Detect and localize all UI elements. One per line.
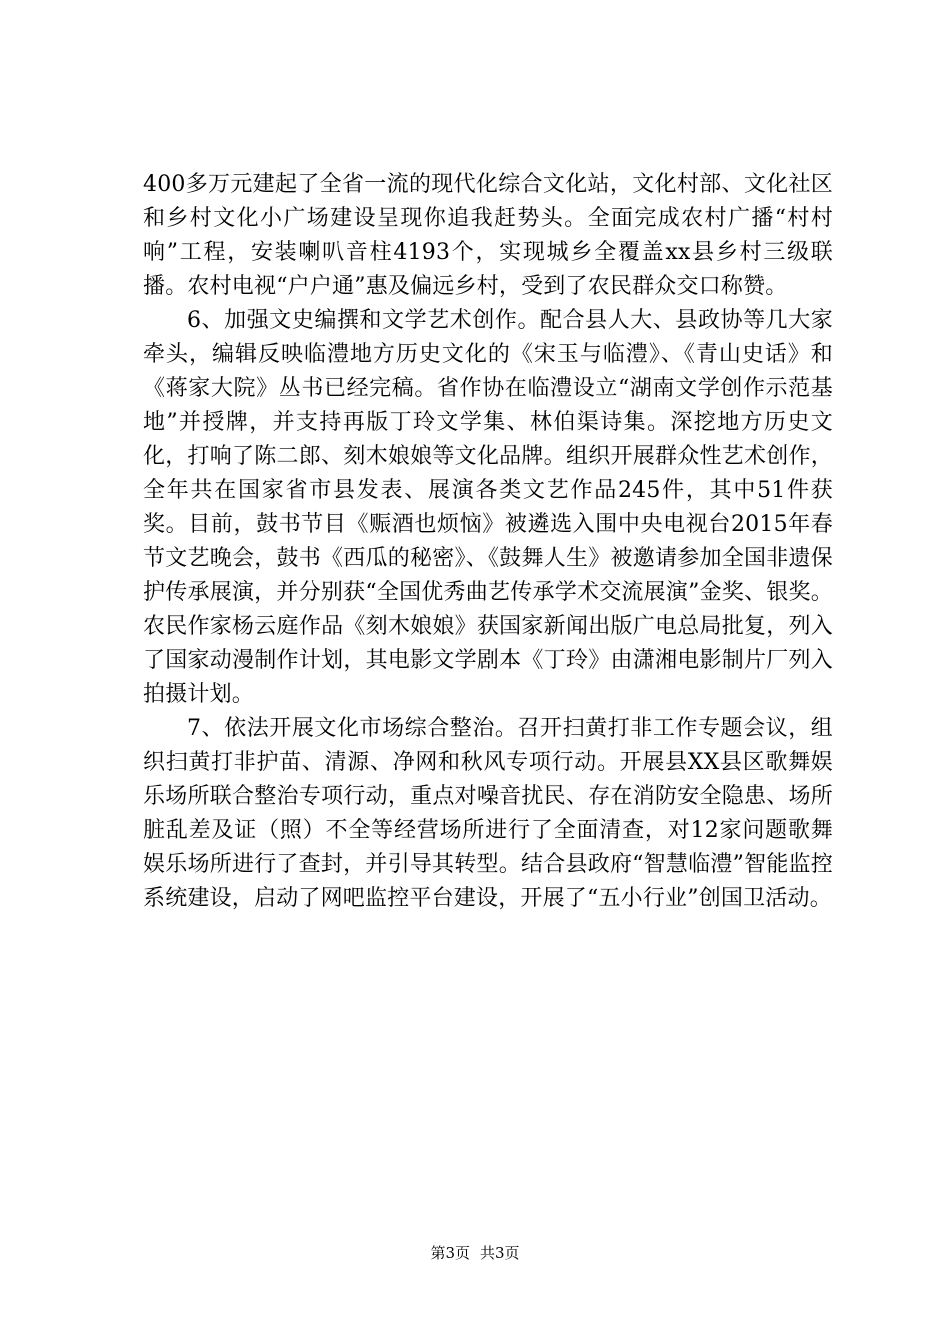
- paragraph-section-6: 6、加强文史编撰和文学艺术创作。配合县人大、县政协等几大家牵头，编辑反映临澧地方历史文化的《宋玉与临澧》、《青山史话》和《蒋家大院》丛书已经完稿。省作协在临澧设立“湖南文学创作示范基地”并授牌，并支持再版丁玲文学集、林伯渠诗集。深挖地方历史文化，打响了陈二郎、刻木娘娘等文化品牌。组织开展群众性艺术创作，全年共在国家省市县发表、展演各类文艺作品245件，其中51件获奖。目前，鼓书节目《赈酒也烦恼》被遴选入围中央电视台2015年春节文艺晚会，鼓书《西瓜的秘密》、《鼓舞人生》被邀请参加全国非遗保护传承展演，并分别获“全国优秀曲艺传承学术交流展演”金奖、银奖。农民作家杨云庭作品《刻木娘娘》获国家新闻出版广电总局批复，列入了国家动漫制作计划，其电影文学剧本《丁玲》由潇湘电影制片厂列入拍摄计划。: [143, 308, 833, 707]
- document-body: [143, 168, 833, 916]
- page-footer: [0, 1243, 950, 1263]
- paragraph-continuation: 400多万元建起了全省一流的现代化综合文化站，文化村部、文化社区和乡村文化小广场建设呈现你追我赶势头。全面完成农村广播“村村响”工程，安装喇叭音柱4193个，实现城乡全覆盖xx县乡村三级联播。农村电视“户户通”惠及偏远乡村，受到了农民群众交口称赞。: [143, 172, 833, 299]
- page-number-current: 第3页: [430, 1244, 470, 1262]
- paragraph-section-7: 7、依法开展文化市场综合整治。召开扫黄打非工作专题会议，组织扫黄打非护苗、清源、净网和秋风专项行动。开展县XX县区歌舞娱乐场所联合整治专项行动，重点对噪音扰民、存在消防安全隐患、场所脏乱差及证（照）不全等经营场所进行了全面清查，对12家问题歌舞娱乐场所进行了查封，并引导其转型。结合县政府“智慧临澧”智能监控系统建设，启动了网吧监控平台建设，开展了“五小行业”创国卫活动。: [143, 716, 833, 911]
- page-number-total: 共3页: [480, 1244, 520, 1262]
